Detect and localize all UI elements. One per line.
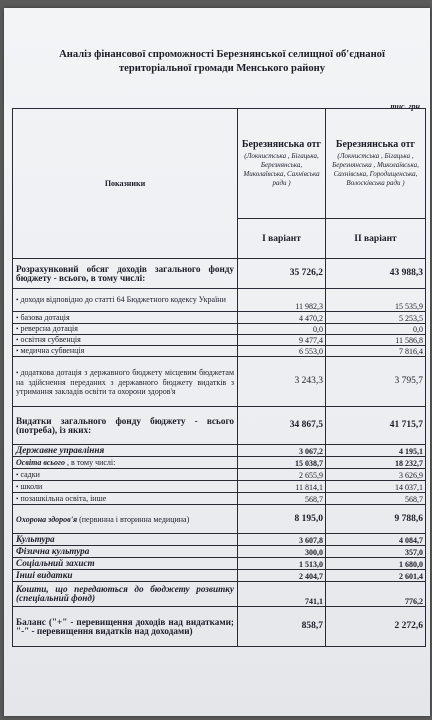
- row-value-v1: 1 513,0: [238, 558, 326, 570]
- col2-header: [326, 109, 426, 219]
- row-label-text: Інші видатки: [16, 570, 73, 580]
- row-label: [13, 546, 238, 558]
- row-label: [13, 505, 238, 534]
- row-value-v2: 7 816,4: [326, 346, 426, 357]
- row-label-text: додаткова дотація з державного бюджету місцевим бюджетам на здійснення переданих з державного бюджету видатків з утримання закладів освіти та охорони здоров'я: [16, 367, 234, 396]
- row-value-v2: 18 232,7: [326, 457, 426, 469]
- row-label-text: Освіта всього: [16, 458, 65, 467]
- col1-sub: (Локнистська , Бігацька, Березнянська, Миколаївська, Сахнівська ради ): [243, 152, 320, 187]
- bullet-icon: •: [16, 296, 19, 304]
- bullet-icon: •: [16, 470, 19, 479]
- row-label: [13, 534, 238, 546]
- table-row: [13, 570, 426, 582]
- table-row: [13, 457, 426, 469]
- row-value-v1: 2 404,7: [238, 570, 326, 582]
- variant1-header: І варіант: [238, 219, 326, 259]
- row-label-text: Державне управління: [16, 445, 105, 455]
- row-value-v1: 35 726,2: [238, 259, 326, 289]
- bullet-icon: •: [16, 494, 19, 503]
- indicators-header: [13, 109, 238, 259]
- title-line-2: територіальної громади Менського району: [118, 63, 326, 74]
- row-label: [13, 346, 238, 357]
- table-row: [13, 558, 426, 570]
- row-value-v1: 8 195,0: [238, 505, 326, 534]
- row-label: [13, 407, 238, 445]
- row-value-v1: 300,0: [238, 546, 326, 558]
- row-label-suffix: , в тому числі:: [64, 458, 116, 467]
- bullet-icon: •: [16, 368, 19, 377]
- row-value-v2: 3 795,7: [326, 357, 426, 407]
- row-value-v2: 5 253,5: [326, 312, 426, 324]
- table-row: [13, 289, 426, 312]
- row-value-v1: 3 607,8: [238, 534, 326, 546]
- row-label: [13, 493, 238, 505]
- bullet-icon: •: [16, 313, 19, 322]
- row-label-text: Кошти, що передаються до бюджету розвитку (спеціальний фонд): [16, 584, 234, 603]
- bullet-icon: •: [16, 336, 19, 344]
- row-label-text: реверсна дотація: [20, 324, 78, 333]
- row-value-v2: 1 680,0: [326, 558, 426, 570]
- row-label: [13, 607, 238, 647]
- row-label: [13, 457, 238, 469]
- table-row: [13, 324, 426, 335]
- table-row: [13, 481, 426, 493]
- table-row: [13, 469, 426, 481]
- bullet-icon: •: [16, 482, 19, 491]
- row-value-v2: 4 084,7: [326, 534, 426, 546]
- row-value-v2: 568,7: [326, 493, 426, 505]
- row-label-text: базова дотація: [20, 312, 70, 322]
- title-line-1: Аналіз фінансової спроможності Березнянської селищної об'єднаної: [59, 49, 385, 60]
- row-label-text: медична субвенція: [20, 346, 85, 355]
- row-label-text: Розрахунковий обсяг доходів загального фонду бюджету - всього, в тому числі:: [16, 263, 234, 283]
- row-value-v1: 11 814,1: [238, 481, 326, 493]
- row-value-v1: 6 553,0: [238, 346, 326, 357]
- table-row: [13, 582, 426, 607]
- row-label: [13, 582, 238, 607]
- col1-name: Березнянська отг: [241, 139, 322, 150]
- row-label-text: Соціальний захист: [16, 558, 95, 568]
- col2-sub: (Локнистська , Бігацька , Березнянська , Миколаївська, Сахнівська, Городищенська, Волосківська ради ): [332, 152, 419, 187]
- row-value-v1: 4 470,2: [238, 312, 326, 324]
- row-value-v2: 11 586,8: [326, 335, 426, 346]
- row-value-v2: 776,2: [326, 582, 426, 607]
- row-label-text: Культура: [16, 534, 55, 544]
- row-label: [13, 357, 238, 407]
- table-row: [13, 407, 426, 445]
- row-label-text: садки: [20, 469, 40, 479]
- row-label-suffix: (первинна і вторинна медицина): [77, 514, 190, 524]
- row-value-v1: 9 477,4: [238, 335, 326, 346]
- row-value-v2: 2 601,4: [326, 570, 426, 582]
- row-label: [13, 570, 238, 582]
- row-value-v1: 11 982,3: [238, 289, 326, 312]
- row-value-v1: 2 655,9: [238, 469, 326, 481]
- row-label-text: школи: [20, 481, 43, 491]
- row-value-v2: 2 272,6: [326, 607, 426, 647]
- table-row: [13, 259, 426, 289]
- row-label: [13, 335, 238, 346]
- row-label-text: Охорона здоров'я: [16, 514, 78, 524]
- row-label: [13, 259, 238, 289]
- col1-header: [238, 109, 326, 219]
- row-value-v1: 741,1: [238, 582, 326, 607]
- row-value-v2: 4 195,1: [326, 445, 426, 457]
- row-value-v2: 3 626,9: [326, 469, 426, 481]
- budget-table: [12, 108, 426, 647]
- row-value-v1: 858,7: [238, 607, 326, 647]
- row-label: [13, 481, 238, 493]
- bullet-icon: •: [16, 347, 19, 355]
- row-value-v2: 15 535,9: [326, 289, 426, 312]
- row-label: [13, 324, 238, 335]
- table-row: [13, 493, 426, 505]
- table-row: [13, 505, 426, 534]
- row-label: [13, 312, 238, 324]
- table-body: [13, 259, 426, 647]
- row-value-v1: 568,7: [238, 493, 326, 505]
- document-title: [18, 48, 426, 76]
- row-value-v1: 0,0: [238, 324, 326, 335]
- variant2-header: ІІ варіант: [326, 219, 426, 259]
- table-row: [13, 335, 426, 346]
- row-label-text: Видатки загального фонду бюджету - всього (потреба), із яких:: [16, 415, 234, 435]
- row-label-text: позашкільна освіта, інше: [20, 493, 107, 503]
- table-row: [13, 546, 426, 558]
- table-row: [13, 534, 426, 546]
- row-value-v1: 3 067,2: [238, 445, 326, 457]
- row-label-text: Баланс ("+" - перевищення доходів над видатками; "-" - перевищення видатків над доходами): [16, 616, 234, 636]
- row-value-v2: 9 788,6: [326, 505, 426, 534]
- bullet-icon: •: [16, 325, 19, 333]
- row-value-v2: 41 715,7: [326, 407, 426, 445]
- row-value-v2: 357,0: [326, 546, 426, 558]
- table-row: [13, 445, 426, 457]
- row-value-v1: 15 038,7: [238, 457, 326, 469]
- table-row: [13, 346, 426, 357]
- row-label: [13, 445, 238, 457]
- table-header-row: [13, 109, 426, 219]
- row-value-v2: 43 988,3: [326, 259, 426, 289]
- col2-name: Березнянська отг: [335, 139, 416, 150]
- row-label-text: Фізична культура: [16, 546, 90, 556]
- table-row: [13, 312, 426, 324]
- table-row: [13, 607, 426, 647]
- row-label-text: освітня субвенція: [20, 335, 81, 344]
- row-label: [13, 289, 238, 312]
- table-row: [13, 357, 426, 407]
- row-label: [13, 558, 238, 570]
- row-value-v1: 34 867,5: [238, 407, 326, 445]
- unit-label: тис. грн: [390, 102, 420, 111]
- row-label: [13, 469, 238, 481]
- row-label-text: доходи відповідно до статті 64 Бюджетного кодексу України: [20, 295, 226, 304]
- row-value-v1: 3 243,3: [238, 357, 326, 407]
- row-value-v2: 0,0: [326, 324, 426, 335]
- row-value-v2: 14 037,1: [326, 481, 426, 493]
- indicators-header-text: Показники: [104, 179, 146, 188]
